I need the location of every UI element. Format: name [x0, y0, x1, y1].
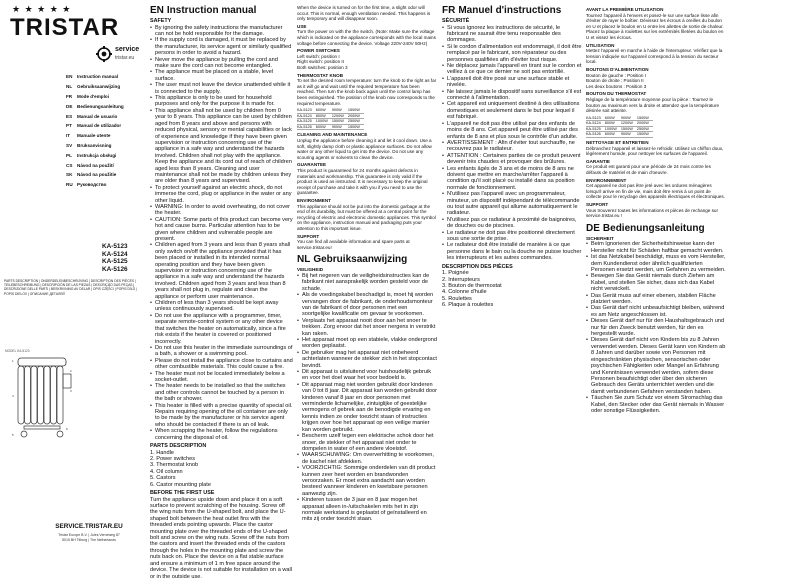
language-item: IT Manuale utente — [66, 133, 111, 139]
list-item: • To protect yourself against an electric shock, do not immerse the cord, plug or appliance in the water or any other liquid. — [150, 185, 293, 204]
stars-decoration: ★ ★ ★ ★ ★ — [12, 4, 72, 14]
oil-heater-diagram — [10, 352, 74, 442]
svg-text:6: 6 — [66, 427, 68, 431]
language-list — [66, 72, 146, 190]
model-number: KA-5124 — [102, 250, 128, 258]
en-parts-heading: PARTS DESCRIPTION — [150, 443, 207, 449]
svg-text:3: 3 — [70, 389, 72, 393]
list-item: 6. Castor mounting plate — [150, 481, 211, 488]
list-item: • WAARSCHUWING: Om oververhitting te voorkomen, de kachel niet afdekken. — [297, 452, 437, 465]
list-item: • Beim Ignorieren der Sicherheitshinweise kann der Hersteller nicht für Schäden haftbar gemacht werden. — [586, 241, 726, 254]
language-item: CS Návod na použití — [66, 162, 114, 168]
list-item: 6. Plaque à roulettes — [442, 302, 494, 309]
fr-parts-list — [442, 270, 582, 308]
en-guarantee-text: This product is guaranteed for 24 months against defects in materials and workmanship. This guarantee is only valid if the product is used as instructed. It is necessary to keep the original receipt of purchase and take it with you if you need to use the guarantee. — [297, 168, 428, 196]
fr-cleaning-text: Débranchez l'appareil et laissez-le refroidir. Utilisez un chiffon doux, légèrement humide, pour nettoyer les surfaces de l'appareil. — [586, 145, 724, 157]
service-label: service — [115, 46, 140, 53]
service-badge — [96, 44, 146, 66]
model-number: KA-5123 — [102, 243, 128, 250]
en-safety-list — [150, 25, 293, 441]
table-row: KA-5123 600W 900W 1500W — [297, 108, 364, 113]
list-item: • Do not use the appliance with a programmer, timer, separate remote-control system or any other device that switches the heater on automatically, since a fire risk exists if the heater is covered or positioned incorrectly. — [150, 313, 293, 345]
svg-text:4: 4 — [12, 394, 14, 398]
en-parts-list — [150, 450, 293, 488]
list-item: • L'appareil ne doit pas être utilisé par des enfants de moins de 8 ans. Cet appareil peut être utilisé par des enfants de 8 ans et plus sous le contrôle d'un adulte. — [442, 121, 582, 140]
list-item: • Les enfants âgés de 3 ans et de moins de 8 ans ne doivent que mettre en marche/arrêter l'appareil à condition qu'il soit placé ou installé dans sa position normale de fonctionnement. — [442, 166, 582, 192]
en-power-list: Left switch: position I Right switch: position II Both switches: position 3 — [297, 53, 348, 70]
language-item: ES Manual de usuario — [66, 113, 118, 119]
cover-sidebar — [0, 0, 148, 575]
en-support-heading: SUPPORT — [297, 233, 320, 239]
list-item: 2. Interrupteurs — [442, 276, 480, 283]
fr-support-text: Vous trouverez toutes les informations et pièces de rechange sur service.tristar.eu ! — [586, 207, 719, 219]
list-item: • Bij het negeren van de veiligheidsinstructies kan de fabrikant niet aansprakelijk worden gesteld voor de schade. — [297, 273, 437, 292]
list-item: • The heater needs to be installed so that the switches and other controls cannot be touched by a person in the bath or shower. — [150, 383, 293, 402]
fr-use-text: Mettez l'appareil en marche à l'aide de l'interrupteur. Vérifiez que la tension indiquée sur l'appareil correspond à la tension du secteur local. — [586, 48, 723, 65]
fr-guarantee-text: Ce produit est garanti pour une période de 24 mois contre les défauts de matériel et de main d'oeuvre. — [586, 164, 711, 176]
fr-use-heading: UTILISATION — [586, 42, 615, 48]
list-item: • VOORZICHTIG: Sommige onderdelen van dit product kunnen zeer heet worden en brandwonden veroorzaken. Er moet extra aandacht aan worden besteed wanneer kinderen en kwetsbare personen aanwezig zijn. — [297, 465, 437, 497]
list-item: • ATTENTION : Certaines parties de ce produit peuvent devenir très chaudes et provoquer des brûlures. — [442, 153, 582, 166]
en-cleaning-text: Unplug the appliance before cleaning it and let it cool down. Use a soft, slightly damp cloth or plastic appliance surfaces. Do not allow water or any other liquid to get into the device. Do not use any scouring agents or solvents to clean the device. — [297, 138, 432, 160]
language-item: PT Manual de utilizador — [66, 123, 122, 129]
list-item: 1. Handle — [150, 449, 174, 456]
list-item: • This heater is filled with a precise quantity of special oil. Repairs requiring opening of the oil container are only to be made by the manufacturer or his service agent who should be contacted if there is an oil leak. — [150, 403, 293, 429]
table-row: KA-5124 800W 1200W 2000W — [586, 121, 653, 127]
fr-support-heading: SUPPORT — [586, 202, 609, 207]
fr-thermostat-heading: BOUTON DU THERMOSTAT — [586, 91, 647, 97]
language-item: FR Mode d'emploi — [66, 93, 109, 99]
brand-logo — [8, 4, 144, 62]
power-table-fr — [586, 116, 653, 138]
list-item: • The appliance must be placed on a stable, level surface. — [150, 69, 293, 82]
en-power-heading: POWER SWITCHES — [297, 48, 340, 54]
list-item: 5. Castors — [150, 475, 176, 482]
en-environment-text: This appliance should not be put into the domestic garbage at the end of its durability, but must be offered at a central point for the recycling of electric and electronic domestic appliances. This symbol on the appliance, instruction manual and packaging puts your attention to this important issue. — [297, 203, 436, 231]
service-url[interactable]: SERVICE.TRISTAR.EU — [55, 523, 123, 530]
en-column-2 — [297, 5, 437, 573]
service-domain: tristar.eu — [115, 55, 135, 61]
nl-safety-list — [297, 273, 437, 523]
fr-thermostat-text: Réglage de la température moyenne pour la pièce : Tournez le bouton au maximum vers la droite et attendez que la température désirée soit atteinte. — [586, 96, 720, 114]
language-item: RU Руководство — [66, 182, 107, 188]
list-item: • Please do not install the appliance close to curtains and other combustible materials. This could cause a fire. — [150, 358, 293, 371]
list-item: 4. Colonne d'huile — [442, 289, 487, 296]
fr-section-title: FR Manuel d'instructions — [442, 5, 562, 16]
footer — [34, 523, 144, 542]
list-item: • Kinderen tussen de 3 jaar en 8 jaar mogen het apparaat alleen in-/uitschakelen mits het in zijn normale werkstand is geplaatst of geïnstalleerd en mits zij onder toezicht staan. — [297, 497, 437, 523]
en-before-heading: BEFORE THE FIRST USE — [150, 490, 215, 497]
list-item: • Dit apparaat mag niet worden gebruikt door kinderen van 0 tot 8 jaar. Dit apparaat kan worden gebruikt door kinderen vanaf 8 jaar en door personen met verminderde lichamelijke, zintuiglijke of geestelijke vermogens of gebrek aan de benodigde ervaring en kennis indien ze onder toezicht staan of instructies krijgen over hoe het apparaat op een veilige manier kan worden gebruikt. — [297, 382, 437, 433]
language-item: SK Návod na použitie — [66, 172, 117, 178]
fr-environment-text: Cet appareil ne doit pas être jeté avec les ordures ménagères lorsqu'il arrive en fin de vie, mais doit être remis à un point de collecte pour le recyclage des appareils électriques et électroniques. — [586, 183, 725, 200]
company-address: Tristar Europe B.V. | Jules Verneweg 87 5015 BH Tilburg | The Netherlands — [58, 533, 120, 542]
en-guarantee-heading: GUARANTEE — [297, 162, 327, 168]
list-item: • Het apparaat moet op een stabiele, vlakke ondergrond worden geplaatst. — [297, 337, 437, 350]
list-item: 2. Power switches — [150, 456, 196, 462]
en-environment-heading: ENVIRONMENT — [297, 198, 331, 203]
en-before-text: Turn the appliance upside down and place it on a soft surface to prevent scratching of the housing. Screw off the wing nuts from the U-shaped bolt, and place the U-shaped bolt between the heat outlet fins with the threaded ends pointing upwards. Place the castor mounting plate over the threaded ends of the U-shaped bolt and screw on the wing nuts. Screw off the nuts from the castors and insert the threaded ends of the castors through the holes in the mounting plate and screw the nuts back on. Place the device on a flat stable surface and ensure a minimum of 1 m free space around the device. The device is not suitable for installation on a wall or in the outside use. — [150, 496, 292, 580]
en-safety-heading: SAFETY — [150, 18, 172, 24]
svg-text:5: 5 — [12, 433, 14, 437]
list-item: • When scrapping the heater, follow the regulations concerning the disposal of oil. — [150, 428, 293, 441]
fr-safety-heading: SÉCURITÉ — [442, 18, 470, 24]
list-item: • If the supply cord is damaged, it must be replaced by the manufacturer, its service agent or similarly qualified persons in order to avoid a hazard. — [150, 37, 293, 56]
list-item: • By ignoring the safety instructions the manufacturer can not be hold responsible for the damage. — [150, 25, 293, 38]
fr-parts-heading: DESCRIPTION DES PIÈCES — [442, 263, 513, 270]
model-list — [102, 243, 146, 273]
fr-cleaning-heading: NETTOYAGE ET ENTRETIEN — [586, 140, 649, 146]
list-item: • Si vous ignorez les instructions de sécurité, le fabricant ne saurait être tenu responsable des dommages. — [442, 25, 582, 44]
list-item: • Le radiateur doit être installé de manière à ce que personne dans le bain ou la douche ne puisse toucher les interrupteurs et les autres commandes. — [442, 242, 582, 261]
list-item: • N'utilisez pas l'appareil avec un programmateur, minuteur, un dispositif indépendant de télécommande ou tout autre appareil qui allume automatiquement le radiateur. — [442, 191, 582, 217]
list-item: • L'appareil doit être posé sur une surface stable et nivelée. — [442, 76, 582, 89]
nl-section-title: NL Gebruiksaanwijzing — [297, 254, 408, 266]
fr-power-heading: BOUTONS D'ALIMENTATION — [586, 66, 649, 72]
list-item: • This appliance shall not be used by children from 0 year to 8 years. This appliance can be used by children aged from 8 years and above and persons with reduced physical, sensory or mental capabilities or lack of experience and knowledge if they have been given supervision or instruction concerning use of the appliance in a safe way and understand the hazards involved. Children shall not play with the appliance. Keep the appliance and its cord out of reach of children aged less than 8 years. Cleaning and user maintenance shall not be made by children unless they are older than 8 years and supervised. — [150, 108, 293, 185]
fr-first-use-text: Tournez l'appareil à l'envers et posez-le sur une surface lisse afin d'éviter de rayer le boîtier. Dévissez les écrous à oreilles du boulon en U et placez le boulon en U entre les ailettes de sortie de chaleur. Placez la plaque à roulettes sur les extrémités filetées du boulon en U et vissez les écrous. — [586, 12, 724, 40]
list-item: • This appliance is only to be used for household purposes and only for the purpose it is made for. — [150, 95, 293, 108]
list-item: 3. Bouton de thermostat — [442, 283, 502, 290]
list-item: • The heater must not be located immediately below a socket-outlet. — [150, 371, 293, 384]
list-item: • N'utilisez pas ce radiateur à proximité de baignoires, de douches ou de piscines. — [442, 217, 582, 230]
list-item: • Ist das Netzkabel beschädigt, muss es vom Hersteller, dem Kundendienst oder ähnlich qualifizierten Personen ersetzt werden, um Gefahren zu vermeiden. — [586, 254, 726, 273]
language-item: PL Instrukcja obsługi — [66, 152, 117, 158]
table-row: KA-5124 800W 1200W 2000W — [297, 113, 364, 119]
list-item: • CAUTION: Some parts of this product can become very hot and cause burns. Particular attention has to be given where children and vulnerable people are present. — [150, 217, 293, 243]
list-item: • Bewegen Sie das Gerät niemals durch Ziehen am Kabel, und stellen Sie sicher, dass sich das Kabel nicht verwickelt. — [586, 273, 726, 292]
en-thermostat-text: To set the desired room temperature: turn the knob to the right as far as it will go and wait until the required temperature has been reached. Then turn the knob back again until the control lamp has been extinguished. The position of the knob now corresponds to the required temperature. — [297, 78, 437, 106]
list-item: • The user must not leave the device unattended while it is connected to the supply. — [150, 82, 293, 95]
table-row: KA-5125 1000W 1500W 2500W — [586, 126, 653, 132]
power-table — [297, 108, 364, 130]
list-item: • De gebruiker mag het apparaat niet onbeheerd achterlaten wanneer de stekker zich in het stopcontact bevindt. — [297, 350, 437, 369]
table-row: KA-5126 600W 900W 1500W — [586, 132, 653, 138]
list-item: • Le radiateur ne doit pas être positionné directement sous une sortie de prise. — [442, 230, 582, 243]
list-item: • Children aged from 3 years and less than 8 years shall only switch on/off the appliance provided that it has been placed or installed in its intended normal operating position and they have been given supervision or instruction concerning use of the appliance in a safe way and understand the hazards involved. Children aged from 3 years and less than 8 years shall not plug in, regulate and clean the appliance or perform user maintenance. — [150, 242, 293, 300]
en-column — [150, 5, 293, 580]
en-section-title: EN Instruction manual — [150, 5, 257, 16]
de-safety-heading: SICHERHEIT — [586, 235, 614, 241]
list-item: 5. Roulettes — [442, 295, 472, 302]
en-use-text: Turn the power on with the the switch. (Note: Make sure the voltage which is indicated on the appliance corresponds with the local mains voltage before connecting the device. Voltage 220V-240V 50Hz) — [297, 29, 436, 46]
list-item: • Bescherm uzelf tegen een elektrische schok door het snoer, de stekker of het apparaat niet onder te dompelen in water of een andere vloeistof. — [297, 433, 437, 452]
brand-name: TRISTAR — [10, 14, 120, 41]
model-number: KA-5125 — [102, 258, 128, 266]
list-item: • Als de voedingskabel beschadigd is, moet hij worden vervangen door de fabrikant, de onderhoudsmonteur van de fabrikant of door personen met een soortgelijke kwalificatie om gevaar te voorkomen. — [297, 292, 437, 318]
list-item: • Cet appareil est uniquement destiné à des utilisations domestiques et seulement dans le but pour lequel il est fabriqué. — [442, 101, 582, 120]
list-item: • AVERTISSEMENT : Afin d'éviter tout surchauffe, ne recouvrez pas le radiateur. — [442, 140, 582, 153]
fr-environment-heading: ENVIRONNEMENT — [586, 177, 627, 183]
table-row: KA-5126 600W 900W 1500W — [297, 124, 364, 130]
en-support-text: You can find all available information and spare parts at service.tristar.eu! — [297, 239, 410, 250]
svg-text:1: 1 — [12, 359, 14, 363]
de-safety-list — [586, 241, 726, 414]
nl-safety-heading: VEILIGHEID — [297, 267, 324, 273]
language-item: NL Gebruiksaanwijzing — [66, 84, 121, 90]
de-section-title: DE Bedienungsanleitung — [586, 222, 705, 234]
list-item: • Täuchen Sie zum Schutz vor einem Stromschlag das Kabel, den Stecker oder das Gerät niemals in Wasser oder sonstige Flüssigkeiten. — [586, 395, 726, 414]
language-item: SV Bruksanvisning — [66, 142, 112, 148]
list-item: • Dieses Gerät darf nur für den Haushaltsgebrauch und nur für den Zweck benutzt werden, für den es hergestellt wurde. — [586, 318, 726, 337]
list-item: • Ne déplacez jamais l'appareil en tirant sur le cordon et veillez à ce que ce dernier ne soit pas entortillé. — [442, 63, 582, 76]
list-item: • Das Gerät muss auf einer ebenen, stabilen Fläche platziert werden. — [586, 293, 726, 306]
model-number: KA-5126 — [102, 265, 128, 273]
fr-column-2 — [586, 5, 726, 573]
image-label: MODEL KA-5123 — [5, 349, 30, 353]
svg-text:2: 2 — [70, 369, 72, 373]
en-first-use-text: When the device is turned on for the first time, a slight odor will occur. This is normal, enough ventilation needed. This happens is only temporary and will disappear soon. — [297, 5, 431, 22]
list-item: • Children of less than 3 years should be kept away unless continuously supervised. — [150, 300, 293, 313]
fr-first-use-heading: AVANT LA PREMIÈRE UTILISATION — [586, 7, 664, 12]
list-item: • Dieses Gerät darf nicht von Kindern bis zu 8 Jahren verwendet werden. Dieses Gerät kann von Kindern ab 8 Jahren und darüber sowie von Personen mit eingeschränkten physischen, sensorischen oder psychischen Fähigkeiten oder Mangel an Erfahrung und Kenntnissen verwendet werden, sofern diese Personen beaufsichtigt oder über den sicheren Gebrauch des Geräts unterrichtet werden und die damit verbundenen Gefahren verstanden haben. — [586, 337, 726, 395]
list-item: • Si le cordon d'alimentation est endommagé, il doit être remplacé par le fabricant, son réparateur ou des personnes qualifiées afin d'éviter tout risque. — [442, 44, 582, 63]
fr-column — [442, 5, 582, 573]
en-use-heading: USE — [297, 23, 307, 29]
list-item: • Verplaats het apparaat nooit door aan het snoer te trekken. Zorg ervoor dat het snoer nergens in verstrikt kan raken. — [297, 318, 437, 337]
list-item: 1. Poignée — [442, 270, 469, 277]
en-cleaning-heading: CLEANING AND MAINTENANCE — [297, 132, 368, 138]
table-row: KA-5123 600W 900W 1500W — [586, 116, 653, 121]
list-item: • WARNING: In order to avoid overheating, do not cover the heater. — [150, 204, 293, 217]
list-item: • Das Gerät darf nicht unbeaufsichtigt bleiben, während es am Netz angeschlossen ist. — [586, 305, 726, 318]
fr-power-list: Bouton de gauche : Position I Bouton de droite : Position II Les deux boutons : Position 3 — [586, 72, 647, 89]
list-item: 4. Oil column — [150, 468, 183, 475]
fr-guarantee-heading: GARANTIE — [586, 158, 610, 164]
list-item: • Dit apparaat is uitsluitend voor huishoudelijk gebruik en voor het doel waar het voor bedoeld is. — [297, 369, 437, 382]
language-item: DE Bedienungsanleitung — [66, 103, 124, 109]
table-row: KA-5125 1000W 1500W 2500W — [297, 119, 364, 125]
list-item: • Never move the appliance by pulling the cord and make sure the cord can not become entangled. — [150, 57, 293, 70]
list-item: • Do not use this heater in the immediate surroundings of a bath, a shower or a swimming pool. — [150, 345, 293, 358]
fr-safety-list — [442, 25, 582, 262]
list-item: 3. Thermostat knob — [150, 462, 199, 469]
en-thermostat-heading: THERMOSTAT KNOB — [297, 72, 344, 78]
language-item: EN Instruction manual — [66, 74, 119, 80]
list-item: • Ne laissez jamais le dispositif sans surveillance s'il est connecté à l'alimentation. — [442, 89, 582, 102]
gear-icon — [96, 46, 112, 62]
parts-description-multilang: PARTS DESCRIPTION | ONDERDELENBESCHRIJVING | DESCRIPTION DES PIÈCES | TEILEBESCHREIBUNG | DESCRIPCIÓN DE LAS PIEZAS | DESCRIÇÃO DAS PEÇAS | DESCRIZIONE DELLE PARTI | BESKRIVNING AV DELAR | OPIS CZĘŚCI | POPIS DÍLŮ | POPIS DIELOV | ОПИСАНИЕ ДЕТАЛЕЙ — [4, 279, 137, 296]
